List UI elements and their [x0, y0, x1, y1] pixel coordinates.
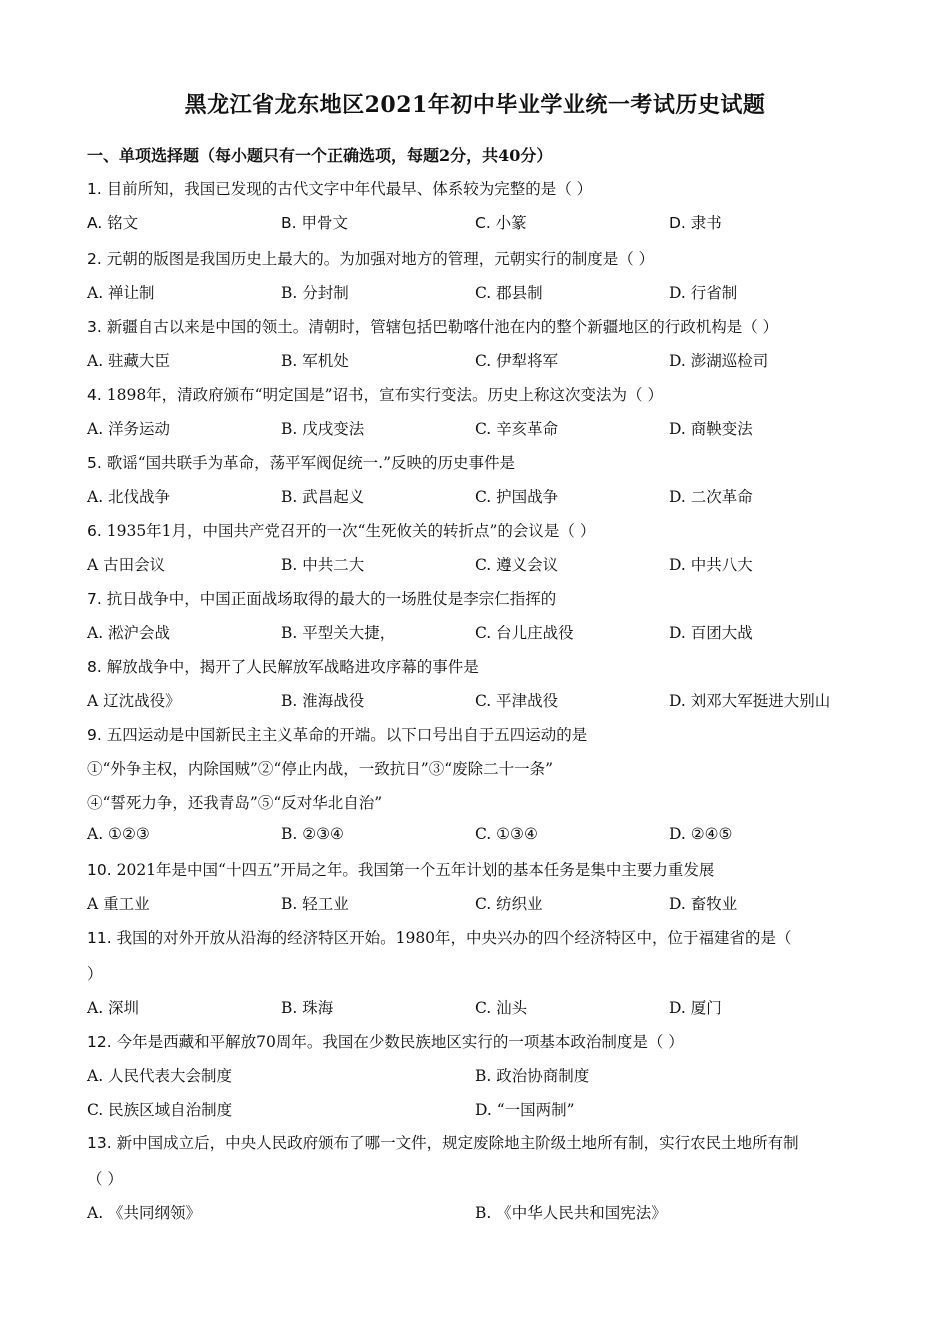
question-number: 2.	[87, 250, 102, 268]
question-11	[87, 926, 792, 948]
option-c: C. 伊犁将军	[475, 352, 559, 370]
question-number: 8.	[87, 658, 102, 676]
option-b: B. 戊戌变法	[281, 420, 365, 438]
question-text: 今年是西藏和平解放70周年。我国在少数民族地区实行的一项基本政治制度是（ ）	[116, 1033, 684, 1051]
option-d: D. 行省制	[669, 284, 738, 302]
question-1	[87, 177, 592, 199]
option-b: B. 甲骨文	[281, 214, 348, 232]
option-a: A. 铭文	[87, 214, 139, 232]
question-text: 目前所知，我国已发现的古代文字中年代最早、体系较为完整的是（ ）	[106, 180, 593, 198]
question-8	[87, 655, 479, 677]
option-c: C. 台儿庄战役	[475, 624, 574, 642]
question-6	[87, 519, 595, 541]
question-number: 1.	[87, 180, 102, 198]
question-text: 五四运动是中国新民主主义革命的开端。以下口号出自于五四运动的是	[106, 726, 588, 744]
option-c: C. 郡县制	[475, 284, 543, 302]
question-text: 抗日战争中，中国正面战场取得的最大的一场胜仗是李宗仁指挥的	[106, 590, 557, 608]
option-d: D. “一国两制”	[475, 1101, 575, 1119]
question-text: 解放战争中，揭开了人民解放军战略进攻序幕的事件是	[106, 658, 479, 676]
option-b: B. 《中华人民共和国宪法》	[475, 1204, 667, 1222]
page-title: 黑龙江省龙东地区2021年初中毕业学业统一考试历史试题	[184, 92, 766, 118]
option-c: C. 民族区域自治制度	[87, 1101, 233, 1119]
option-c: C. 辛亥革命	[475, 420, 559, 438]
section-heading: 一、单项选择题（每小题只有一个正确选项，每题2分，共40分）	[87, 146, 553, 165]
question-9	[87, 723, 587, 745]
option-a: A. ①②③	[87, 825, 150, 843]
option-c: C. 遵义会议	[475, 556, 559, 574]
question-number: 6.	[87, 522, 102, 540]
option-c: C. 汕头	[475, 999, 528, 1017]
option-a: A 重工业	[87, 895, 150, 913]
question-text: 新中国成立后，中央人民政府颁布了哪一文件，规定废除地主阶级土地所有制，实行农民土地所有制	[116, 1134, 799, 1152]
question-12	[87, 1030, 684, 1052]
question-number: 13.	[87, 1134, 112, 1152]
slogan-line-1: ①“外争主权，内除国贼”②“停止内战，一致抗日”③“废除二十一条”	[87, 760, 554, 778]
slogan-line-2: ④“誓死力争，还我青岛”⑤“反对华北自治”	[87, 794, 383, 812]
question-text: 歌谣“国共联手为革命，荡平军阀促统一.”反映的历史事件是	[106, 454, 516, 472]
option-a: A. 禅让制	[87, 284, 155, 302]
option-b: B. ②③④	[281, 825, 344, 843]
option-a: A. 北伐战争	[87, 488, 171, 506]
question-number: 9.	[87, 726, 102, 744]
option-c: C. 护国战争	[475, 488, 559, 506]
option-b: B. 分封制	[281, 284, 349, 302]
question-text: 元朝的版图是我国历史上最大的。为加强对地方的管理，元朝实行的制度是（ ）	[106, 250, 655, 268]
option-c: C. 平津战役	[475, 692, 559, 710]
option-a: A. 深圳	[87, 999, 140, 1017]
option-d: D. ②④⑤	[669, 825, 733, 843]
option-b: B. 轻工业	[281, 895, 349, 913]
question-3	[87, 315, 778, 337]
question-number: 10.	[87, 861, 112, 879]
question-7	[87, 587, 556, 609]
option-d: D. 隶书	[669, 214, 722, 232]
option-d: D. 刘邓大军挺进大别山	[669, 692, 831, 710]
option-b: B. 军机处	[281, 352, 349, 370]
option-a: A. 驻藏大臣	[87, 352, 171, 370]
option-d: D. 畜牧业	[669, 895, 738, 913]
question-number: 3.	[87, 318, 102, 336]
question-text: 1898年，清政府颁布“明定国是”诏书，宣布实行变法。历史上称这次变法为（ ）	[106, 386, 663, 404]
option-b: B. 武昌起义	[281, 488, 365, 506]
question-number: 12.	[87, 1033, 112, 1051]
question-number: 7.	[87, 590, 102, 608]
option-b: B. 珠海	[281, 999, 334, 1017]
question-4	[87, 383, 663, 405]
option-c: C. 小篆	[475, 214, 527, 232]
option-a: A. 人民代表大会制度	[87, 1067, 233, 1085]
option-a: A. 洋务运动	[87, 420, 171, 438]
question-11-continued: ）	[87, 965, 103, 983]
option-d: D. 商鞅变法	[669, 420, 753, 438]
question-5	[87, 451, 515, 473]
option-a: A. 淞沪会战	[87, 624, 171, 642]
question-number: 11.	[87, 929, 112, 947]
option-a: A 辽沈战役》	[87, 692, 181, 710]
question-13	[87, 1131, 799, 1153]
option-a: A. 《共同纲领》	[87, 1204, 202, 1222]
question-13-continued: （ ）	[87, 1170, 123, 1188]
question-number: 4.	[87, 386, 102, 404]
option-d: D. 百团大战	[669, 624, 753, 642]
option-d: D. 澎湖巡检司	[669, 352, 769, 370]
option-d: D. 厦门	[669, 999, 722, 1017]
question-text: 新疆自古以来是中国的领土。清朝时，管辖包括巴勒喀什池在内的整个新疆地区的行政机构是（ ）	[106, 318, 779, 336]
option-b: B. 淮海战役	[281, 692, 365, 710]
option-b: B. 中共二大	[281, 556, 365, 574]
question-2	[87, 247, 654, 269]
option-a: A 古田会议	[87, 556, 166, 574]
option-d: D. 中共八大	[669, 556, 753, 574]
question-10	[87, 858, 714, 880]
question-text: 2021年是中国“十四五”开局之年。我国第一个五年计划的基本任务是集中主要力重发展	[116, 861, 715, 879]
question-text: 1935年1月，中国共产党召开的一次“生死攸关的转折点”的会议是（ ）	[106, 522, 596, 540]
question-number: 5.	[87, 454, 102, 472]
option-c: C. ①③④	[475, 825, 538, 843]
option-b: B. 平型关大捷，	[281, 624, 396, 642]
option-b: B. 政治协商制度	[475, 1067, 590, 1085]
option-c: C. 纺织业	[475, 895, 543, 913]
option-d: D. 二次革命	[669, 488, 753, 506]
question-text: 我国的对外开放从沿海的经济特区开始。1980年，中央兴办的四个经济特区中，位于福建省的是（	[116, 929, 792, 947]
